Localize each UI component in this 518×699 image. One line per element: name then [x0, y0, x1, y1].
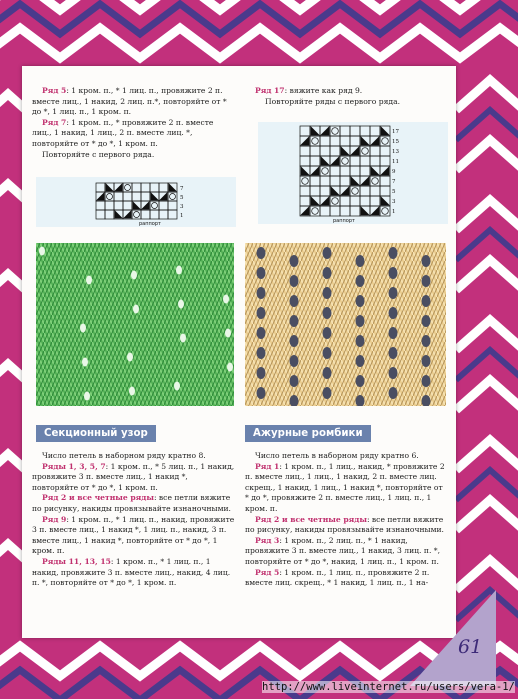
instruction-paragraph: Ряд 9: 1 кром. п., * 1 лиц. п., накид, провяжите 3 п. вместе лиц., 1 накид *, 1 лиц. п., накид, 3 п. вместе лиц., 1 накид *, повторяйте от * до *, 1 кром. п. — [32, 514, 235, 556]
chart-grid — [96, 183, 177, 219]
lace-hole — [257, 267, 266, 279]
lace-hole — [356, 315, 365, 327]
instruction-paragraph: Ряд 2 и все четные ряды: все петли вяжите по рисунку, накиды провязывайте изнаночными. — [32, 493, 231, 513]
lace-hole — [323, 287, 332, 299]
instruction-paragraph: Число петель в наборном ряду кратно 8. — [42, 451, 206, 460]
section-title-banner — [36, 425, 156, 442]
lace-hole — [86, 276, 92, 285]
instruction-paragraph: Ряды 1, 3, 5, 7: 1 кром. п., * 5 лиц. п., 1 накид, провяжите 3 п. вместе лиц., 1 накид *, повторяйте от * до *, 1 кром. п. — [32, 461, 235, 492]
section-title-banner — [245, 425, 371, 442]
lace-hole — [389, 367, 398, 379]
lace-hole — [323, 327, 332, 339]
lace-hole — [356, 335, 365, 347]
lace-hole — [176, 266, 182, 275]
knitting-chart-right — [258, 122, 448, 224]
row-number: 11 — [392, 159, 399, 165]
lace-hole — [422, 275, 431, 287]
instruction-paragraph: Ряд 5: 1 кром. п., * 1 лиц. п., провяжите 2 п. вместе лиц., 1 накид, 2 лиц. п.*, повторяйте от * до *, 1 лиц. п., 1 кром. п. — [32, 86, 227, 117]
lace-hole — [356, 255, 365, 267]
lace-hole — [82, 358, 88, 367]
yellow-lace-swatch-photo — [245, 243, 446, 406]
instruction-paragraph: Ряды 11, 13, 15: 1 кром. п., * 1 лиц. п., 1 накид, провяжите 3 п. вместе лиц., накид, 4 лиц. п. *, повторяйте от * до *, 1 кром. п. — [32, 556, 231, 588]
row-number: 9 — [392, 169, 396, 175]
lace-hole — [422, 375, 431, 387]
lace-hole — [257, 347, 266, 359]
lace-hole — [389, 287, 398, 299]
left-top-instructions — [32, 86, 232, 160]
row-number: 13 — [392, 149, 399, 155]
chart-caption: раппорт — [139, 221, 161, 227]
right-section-instructions — [245, 451, 445, 589]
lace-hole — [323, 307, 332, 319]
lace-hole — [131, 271, 137, 280]
lace-hole — [127, 353, 133, 362]
instruction-paragraph: Ряд 1: 1 кром. п., 1 лиц., накид, * провяжите 2 п. вместе лиц., 1 лиц., 1 накид, 2 п. вместе лиц. скрещ., 1 накид, 1 лиц., 1 накид *, повторяйте от * до *, провяжите 2 п. вместе лиц., 1 лиц. п., 1 кром. п. — [245, 461, 445, 513]
lace-hole — [422, 315, 431, 327]
lace-hole — [225, 329, 231, 338]
lace-hole — [323, 387, 332, 399]
instruction-paragraph: Ряд 5: 1 кром. п., 1 лиц. п., провяжите 2 п. вместе лиц. скрещ., * 1 накид, 1 лиц. п., 1 на- — [245, 567, 430, 588]
lace-hole — [257, 387, 266, 399]
row-number: 7 — [392, 179, 396, 185]
row-number: 1 — [180, 213, 184, 219]
left-section-instructions — [32, 451, 236, 589]
row-number: 17 — [392, 129, 399, 135]
instruction-paragraph: Повторяйте с первого ряда. — [42, 149, 155, 159]
lace-hole — [356, 275, 365, 287]
chart-grid — [300, 126, 390, 216]
lace-hole — [389, 327, 398, 339]
row-number: 15 — [392, 139, 399, 145]
lace-hole — [422, 335, 431, 347]
row-number: 5 — [392, 189, 396, 195]
lace-hole — [389, 387, 398, 399]
instruction-paragraph: Ряд 7: 1 кром. п., * провяжите 2 п. вместе лиц., 1 накид, 1 лиц., 2 п. вместе лиц. *, повторяйте от * до *, 1 кром. п. — [32, 117, 214, 148]
lace-hole — [133, 305, 139, 314]
lace-hole — [323, 347, 332, 359]
section-title: Секционный узор — [44, 428, 148, 439]
section-title: Ажурные ромбики — [253, 428, 363, 439]
lace-hole — [389, 247, 398, 259]
row-number: 5 — [180, 195, 184, 201]
row-number: 3 — [180, 204, 184, 210]
lace-hole — [290, 295, 299, 307]
green-lace-swatch-photo — [36, 243, 234, 406]
lace-hole — [389, 347, 398, 359]
row-number: 7 — [180, 186, 184, 192]
lace-hole — [290, 375, 299, 387]
lace-hole — [178, 300, 184, 309]
row-number: 1 — [392, 209, 396, 215]
lace-hole — [290, 275, 299, 287]
lace-hole — [39, 247, 45, 256]
lace-hole — [290, 315, 299, 327]
lace-hole — [257, 307, 266, 319]
lace-hole — [323, 267, 332, 279]
instruction-paragraph: Число петель в наборном ряду кратно 6. — [255, 451, 419, 460]
lace-hole — [257, 327, 266, 339]
lace-hole — [84, 392, 90, 401]
row-number: 3 — [392, 199, 396, 205]
lace-hole — [257, 247, 266, 259]
lace-hole — [422, 355, 431, 367]
lace-hole — [257, 367, 266, 379]
source-url[interactable]: http://www.liveinternet.ru/users/vera-1/ — [262, 681, 515, 693]
lace-hole — [356, 295, 365, 307]
lace-hole — [223, 295, 229, 304]
lace-hole — [129, 387, 135, 396]
instruction-paragraph: Ряд 2 и все четные ряды: все петли вяжите по рисунку, накиды провязывайте изнаночными. — [245, 514, 444, 535]
lace-hole — [290, 335, 299, 347]
lace-hole — [290, 355, 299, 367]
instruction-paragraph: Ряд 17: вяжите как ряд 9. — [255, 86, 363, 95]
lace-hole — [180, 334, 186, 343]
lace-hole — [422, 255, 431, 267]
lace-hole — [356, 355, 365, 367]
knitting-chart-left — [36, 177, 236, 227]
lace-hole — [389, 307, 398, 319]
right-top-instructions — [255, 86, 450, 107]
lace-hole — [257, 287, 266, 299]
lace-hole — [323, 247, 332, 259]
chart-caption: раппорт — [333, 218, 355, 224]
instruction-paragraph: Повторяйте ряды с первого ряда. — [265, 96, 401, 106]
page-number: 61 — [458, 636, 483, 658]
lace-hole — [356, 375, 365, 387]
lace-hole — [290, 255, 299, 267]
lace-hole — [389, 267, 398, 279]
instruction-paragraph: Ряд 3: 1 кром. п., 2 лиц. п., * 1 накид, провяжите 3 п. вместе лиц., 1 накид, 3 лиц. п. *, повторяйте от * до *, накид, 1 лиц. п., 1 кром. п. — [245, 535, 440, 566]
lace-hole — [323, 367, 332, 379]
lace-hole — [227, 363, 233, 372]
lace-hole — [174, 382, 180, 391]
lace-hole — [80, 324, 86, 333]
lace-hole — [422, 295, 431, 307]
